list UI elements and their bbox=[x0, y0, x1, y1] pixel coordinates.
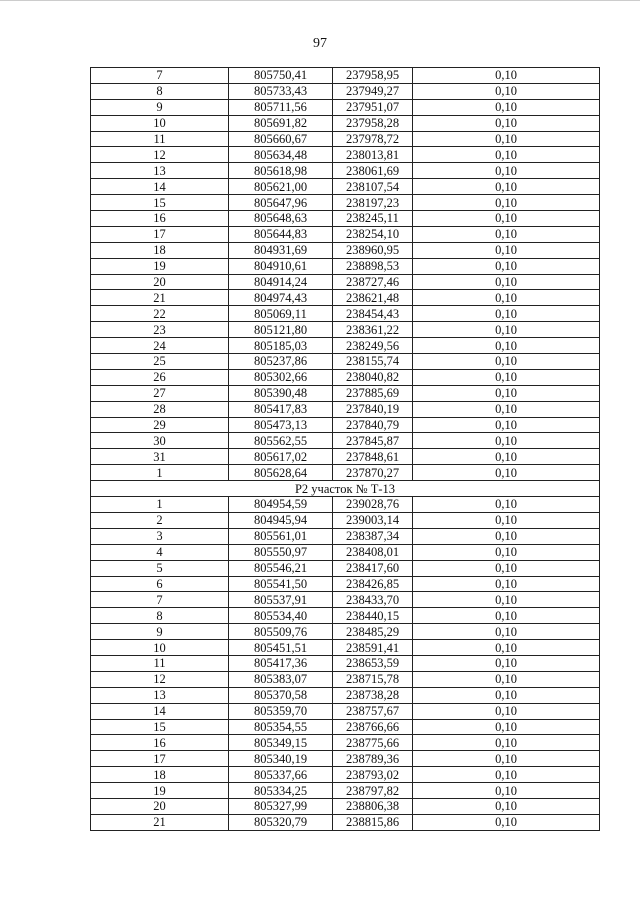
table-row bbox=[91, 179, 600, 195]
point-number-cell: 18 bbox=[91, 767, 229, 783]
x-coordinate-cell: 805621,00 bbox=[229, 179, 333, 195]
x-coordinate-cell: 805320,79 bbox=[229, 814, 333, 830]
table-row bbox=[91, 417, 600, 433]
x-coordinate-cell: 805750,41 bbox=[229, 68, 333, 84]
table-row bbox=[91, 68, 600, 84]
y-coordinate-cell: 238797,82 bbox=[333, 783, 413, 799]
point-number-cell: 17 bbox=[91, 226, 229, 242]
accuracy-cell: 0,10 bbox=[413, 99, 600, 115]
x-coordinate-cell: 805383,07 bbox=[229, 671, 333, 687]
x-coordinate-cell: 805648,63 bbox=[229, 211, 333, 227]
accuracy-cell: 0,10 bbox=[413, 369, 600, 385]
accuracy-cell: 0,10 bbox=[413, 354, 600, 370]
table-row bbox=[91, 385, 600, 401]
accuracy-cell: 0,10 bbox=[413, 465, 600, 481]
x-coordinate-cell: 805644,83 bbox=[229, 226, 333, 242]
point-number-cell: 31 bbox=[91, 449, 229, 465]
y-coordinate-cell: 238433,70 bbox=[333, 592, 413, 608]
accuracy-cell: 0,10 bbox=[413, 385, 600, 401]
point-number-cell: 20 bbox=[91, 274, 229, 290]
accuracy-cell: 0,10 bbox=[413, 512, 600, 528]
point-number-cell: 1 bbox=[91, 497, 229, 513]
y-coordinate-cell: 238815,86 bbox=[333, 814, 413, 830]
accuracy-cell: 0,10 bbox=[413, 767, 600, 783]
accuracy-cell: 0,10 bbox=[413, 560, 600, 576]
point-number-cell: 15 bbox=[91, 195, 229, 211]
y-coordinate-cell: 238245,11 bbox=[333, 211, 413, 227]
table-row bbox=[91, 290, 600, 306]
x-coordinate-cell: 804931,69 bbox=[229, 242, 333, 258]
coordinates-table bbox=[90, 67, 600, 831]
point-number-cell: 19 bbox=[91, 258, 229, 274]
y-coordinate-cell: 238061,69 bbox=[333, 163, 413, 179]
y-coordinate-cell: 238387,34 bbox=[333, 528, 413, 544]
x-coordinate-cell: 805550,97 bbox=[229, 544, 333, 560]
point-number-cell: 9 bbox=[91, 624, 229, 640]
x-coordinate-cell: 805334,25 bbox=[229, 783, 333, 799]
y-coordinate-cell: 238249,56 bbox=[333, 338, 413, 354]
table-row bbox=[91, 226, 600, 242]
x-coordinate-cell: 805660,67 bbox=[229, 131, 333, 147]
accuracy-cell: 0,10 bbox=[413, 274, 600, 290]
point-number-cell: 7 bbox=[91, 68, 229, 84]
y-coordinate-cell: 237951,07 bbox=[333, 99, 413, 115]
x-coordinate-cell: 805537,91 bbox=[229, 592, 333, 608]
accuracy-cell: 0,10 bbox=[413, 640, 600, 656]
x-coordinate-cell: 804914,24 bbox=[229, 274, 333, 290]
point-number-cell: 11 bbox=[91, 655, 229, 671]
accuracy-cell: 0,10 bbox=[413, 226, 600, 242]
point-number-cell: 22 bbox=[91, 306, 229, 322]
y-coordinate-cell: 238426,85 bbox=[333, 576, 413, 592]
table-row bbox=[91, 512, 600, 528]
x-coordinate-cell: 805185,03 bbox=[229, 338, 333, 354]
x-coordinate-cell: 805691,82 bbox=[229, 115, 333, 131]
accuracy-cell: 0,10 bbox=[413, 211, 600, 227]
point-number-cell: 30 bbox=[91, 433, 229, 449]
table-row bbox=[91, 624, 600, 640]
table-row bbox=[91, 449, 600, 465]
y-coordinate-cell: 238417,60 bbox=[333, 560, 413, 576]
x-coordinate-cell: 805628,64 bbox=[229, 465, 333, 481]
x-coordinate-cell: 805302,66 bbox=[229, 369, 333, 385]
point-number-cell: 20 bbox=[91, 798, 229, 814]
accuracy-cell: 0,10 bbox=[413, 735, 600, 751]
y-coordinate-cell: 238485,29 bbox=[333, 624, 413, 640]
table-row bbox=[91, 195, 600, 211]
point-number-cell: 15 bbox=[91, 719, 229, 735]
y-coordinate-cell: 238789,36 bbox=[333, 751, 413, 767]
y-coordinate-cell: 238254,10 bbox=[333, 226, 413, 242]
table-row bbox=[91, 783, 600, 799]
point-number-cell: 6 bbox=[91, 576, 229, 592]
x-coordinate-cell: 805340,19 bbox=[229, 751, 333, 767]
x-coordinate-cell: 805711,56 bbox=[229, 99, 333, 115]
y-coordinate-cell: 238727,46 bbox=[333, 274, 413, 290]
point-number-cell: 24 bbox=[91, 338, 229, 354]
accuracy-cell: 0,10 bbox=[413, 83, 600, 99]
table-row bbox=[91, 608, 600, 624]
x-coordinate-cell: 805359,70 bbox=[229, 703, 333, 719]
table-row bbox=[91, 703, 600, 719]
x-coordinate-cell: 805546,21 bbox=[229, 560, 333, 576]
point-number-cell: 14 bbox=[91, 703, 229, 719]
x-coordinate-cell: 805509,76 bbox=[229, 624, 333, 640]
table-row bbox=[91, 433, 600, 449]
table-row bbox=[91, 274, 600, 290]
x-coordinate-cell: 805354,55 bbox=[229, 719, 333, 735]
y-coordinate-cell: 238440,15 bbox=[333, 608, 413, 624]
accuracy-cell: 0,10 bbox=[413, 608, 600, 624]
x-coordinate-cell: 805618,98 bbox=[229, 163, 333, 179]
x-coordinate-cell: 805617,02 bbox=[229, 449, 333, 465]
table-row bbox=[91, 131, 600, 147]
x-coordinate-cell: 805473,13 bbox=[229, 417, 333, 433]
table-row bbox=[91, 147, 600, 163]
accuracy-cell: 0,10 bbox=[413, 322, 600, 338]
x-coordinate-cell: 805562,55 bbox=[229, 433, 333, 449]
y-coordinate-cell: 238361,22 bbox=[333, 322, 413, 338]
x-coordinate-cell: 805417,83 bbox=[229, 401, 333, 417]
point-number-cell: 8 bbox=[91, 608, 229, 624]
y-coordinate-cell: 237845,87 bbox=[333, 433, 413, 449]
accuracy-cell: 0,10 bbox=[413, 338, 600, 354]
y-coordinate-cell: 238591,41 bbox=[333, 640, 413, 656]
table-row bbox=[91, 655, 600, 671]
point-number-cell: 12 bbox=[91, 671, 229, 687]
y-coordinate-cell: 238738,28 bbox=[333, 687, 413, 703]
accuracy-cell: 0,10 bbox=[413, 687, 600, 703]
table-row bbox=[91, 735, 600, 751]
table-row bbox=[91, 163, 600, 179]
table-row bbox=[91, 719, 600, 735]
table-row bbox=[91, 338, 600, 354]
accuracy-cell: 0,10 bbox=[413, 703, 600, 719]
y-coordinate-cell: 238775,66 bbox=[333, 735, 413, 751]
accuracy-cell: 0,10 bbox=[413, 497, 600, 513]
y-coordinate-cell: 237870,27 bbox=[333, 465, 413, 481]
table-row bbox=[91, 465, 600, 481]
accuracy-cell: 0,10 bbox=[413, 783, 600, 799]
x-coordinate-cell: 805349,15 bbox=[229, 735, 333, 751]
accuracy-cell: 0,10 bbox=[413, 449, 600, 465]
accuracy-cell: 0,10 bbox=[413, 179, 600, 195]
x-coordinate-cell: 804954,59 bbox=[229, 497, 333, 513]
y-coordinate-cell: 237840,79 bbox=[333, 417, 413, 433]
y-coordinate-cell: 237958,28 bbox=[333, 115, 413, 131]
y-coordinate-cell: 237978,72 bbox=[333, 131, 413, 147]
x-coordinate-cell: 804974,43 bbox=[229, 290, 333, 306]
y-coordinate-cell: 238013,81 bbox=[333, 147, 413, 163]
table-row bbox=[91, 211, 600, 227]
point-number-cell: 23 bbox=[91, 322, 229, 338]
table-row bbox=[91, 814, 600, 830]
point-number-cell: 1 bbox=[91, 465, 229, 481]
table-row bbox=[91, 560, 600, 576]
x-coordinate-cell: 805121,80 bbox=[229, 322, 333, 338]
point-number-cell: 10 bbox=[91, 640, 229, 656]
y-coordinate-cell: 238653,59 bbox=[333, 655, 413, 671]
y-coordinate-cell: 238898,53 bbox=[333, 258, 413, 274]
y-coordinate-cell: 238793,02 bbox=[333, 767, 413, 783]
accuracy-cell: 0,10 bbox=[413, 163, 600, 179]
point-number-cell: 29 bbox=[91, 417, 229, 433]
table-row bbox=[91, 258, 600, 274]
table-row bbox=[91, 671, 600, 687]
y-coordinate-cell: 238766,66 bbox=[333, 719, 413, 735]
accuracy-cell: 0,10 bbox=[413, 798, 600, 814]
table-row bbox=[91, 767, 600, 783]
point-number-cell: 21 bbox=[91, 290, 229, 306]
point-number-cell: 13 bbox=[91, 163, 229, 179]
accuracy-cell: 0,10 bbox=[413, 195, 600, 211]
table-row bbox=[91, 798, 600, 814]
x-coordinate-cell: 805370,58 bbox=[229, 687, 333, 703]
accuracy-cell: 0,10 bbox=[413, 528, 600, 544]
accuracy-cell: 0,10 bbox=[413, 655, 600, 671]
accuracy-cell: 0,10 bbox=[413, 258, 600, 274]
table-row bbox=[91, 751, 600, 767]
y-coordinate-cell: 237949,27 bbox=[333, 83, 413, 99]
x-coordinate-cell: 805561,01 bbox=[229, 528, 333, 544]
point-number-cell: 17 bbox=[91, 751, 229, 767]
y-coordinate-cell: 238197,23 bbox=[333, 195, 413, 211]
accuracy-cell: 0,10 bbox=[413, 814, 600, 830]
point-number-cell: 14 bbox=[91, 179, 229, 195]
point-number-cell: 26 bbox=[91, 369, 229, 385]
x-coordinate-cell: 804945,94 bbox=[229, 512, 333, 528]
y-coordinate-cell: 237885,69 bbox=[333, 385, 413, 401]
section-header-row bbox=[91, 481, 600, 497]
table-row bbox=[91, 354, 600, 370]
scan-top-edge bbox=[0, 0, 640, 1]
x-coordinate-cell: 805451,51 bbox=[229, 640, 333, 656]
x-coordinate-cell: 805417,36 bbox=[229, 655, 333, 671]
accuracy-cell: 0,10 bbox=[413, 433, 600, 449]
point-number-cell: 13 bbox=[91, 687, 229, 703]
y-coordinate-cell: 238040,82 bbox=[333, 369, 413, 385]
table-row bbox=[91, 242, 600, 258]
point-number-cell: 21 bbox=[91, 814, 229, 830]
section-title: Р2 участок № Т-13 bbox=[91, 481, 600, 497]
table-row bbox=[91, 99, 600, 115]
point-number-cell: 4 bbox=[91, 544, 229, 560]
y-coordinate-cell: 239028,76 bbox=[333, 497, 413, 513]
accuracy-cell: 0,10 bbox=[413, 544, 600, 560]
y-coordinate-cell: 238454,43 bbox=[333, 306, 413, 322]
point-number-cell: 18 bbox=[91, 242, 229, 258]
y-coordinate-cell: 238155,74 bbox=[333, 354, 413, 370]
point-number-cell: 28 bbox=[91, 401, 229, 417]
point-number-cell: 16 bbox=[91, 735, 229, 751]
point-number-cell: 11 bbox=[91, 131, 229, 147]
point-number-cell: 5 bbox=[91, 560, 229, 576]
accuracy-cell: 0,10 bbox=[413, 147, 600, 163]
x-coordinate-cell: 805647,96 bbox=[229, 195, 333, 211]
point-number-cell: 2 bbox=[91, 512, 229, 528]
accuracy-cell: 0,10 bbox=[413, 401, 600, 417]
table-row bbox=[91, 687, 600, 703]
x-coordinate-cell: 804910,61 bbox=[229, 258, 333, 274]
accuracy-cell: 0,10 bbox=[413, 68, 600, 84]
point-number-cell: 25 bbox=[91, 354, 229, 370]
accuracy-cell: 0,10 bbox=[413, 624, 600, 640]
table-row bbox=[91, 115, 600, 131]
x-coordinate-cell: 805634,48 bbox=[229, 147, 333, 163]
table-row bbox=[91, 528, 600, 544]
accuracy-cell: 0,10 bbox=[413, 131, 600, 147]
y-coordinate-cell: 237840,19 bbox=[333, 401, 413, 417]
x-coordinate-cell: 805069,11 bbox=[229, 306, 333, 322]
point-number-cell: 3 bbox=[91, 528, 229, 544]
point-number-cell: 8 bbox=[91, 83, 229, 99]
y-coordinate-cell: 238806,38 bbox=[333, 798, 413, 814]
x-coordinate-cell: 805327,99 bbox=[229, 798, 333, 814]
x-coordinate-cell: 805733,43 bbox=[229, 83, 333, 99]
y-coordinate-cell: 238715,78 bbox=[333, 671, 413, 687]
accuracy-cell: 0,10 bbox=[413, 576, 600, 592]
y-coordinate-cell: 239003,14 bbox=[333, 512, 413, 528]
x-coordinate-cell: 805390,48 bbox=[229, 385, 333, 401]
coordinates-table-body bbox=[91, 68, 600, 831]
table-row bbox=[91, 576, 600, 592]
point-number-cell: 9 bbox=[91, 99, 229, 115]
table-row bbox=[91, 497, 600, 513]
table-row bbox=[91, 322, 600, 338]
page-number: 97 bbox=[313, 36, 327, 51]
accuracy-cell: 0,10 bbox=[413, 417, 600, 433]
table-row bbox=[91, 544, 600, 560]
y-coordinate-cell: 238107,54 bbox=[333, 179, 413, 195]
table-row bbox=[91, 83, 600, 99]
accuracy-cell: 0,10 bbox=[413, 290, 600, 306]
point-number-cell: 19 bbox=[91, 783, 229, 799]
point-number-cell: 16 bbox=[91, 211, 229, 227]
table-row bbox=[91, 640, 600, 656]
table-row bbox=[91, 401, 600, 417]
x-coordinate-cell: 805534,40 bbox=[229, 608, 333, 624]
x-coordinate-cell: 805337,66 bbox=[229, 767, 333, 783]
table-row bbox=[91, 369, 600, 385]
accuracy-cell: 0,10 bbox=[413, 719, 600, 735]
y-coordinate-cell: 238757,67 bbox=[333, 703, 413, 719]
point-number-cell: 7 bbox=[91, 592, 229, 608]
accuracy-cell: 0,10 bbox=[413, 306, 600, 322]
point-number-cell: 27 bbox=[91, 385, 229, 401]
y-coordinate-cell: 237848,61 bbox=[333, 449, 413, 465]
x-coordinate-cell: 805541,50 bbox=[229, 576, 333, 592]
table-row bbox=[91, 306, 600, 322]
accuracy-cell: 0,10 bbox=[413, 671, 600, 687]
point-number-cell: 12 bbox=[91, 147, 229, 163]
accuracy-cell: 0,10 bbox=[413, 751, 600, 767]
accuracy-cell: 0,10 bbox=[413, 242, 600, 258]
point-number-cell: 10 bbox=[91, 115, 229, 131]
table-row bbox=[91, 592, 600, 608]
y-coordinate-cell: 238621,48 bbox=[333, 290, 413, 306]
accuracy-cell: 0,10 bbox=[413, 115, 600, 131]
accuracy-cell: 0,10 bbox=[413, 592, 600, 608]
x-coordinate-cell: 805237,86 bbox=[229, 354, 333, 370]
y-coordinate-cell: 237958,95 bbox=[333, 68, 413, 84]
y-coordinate-cell: 238960,95 bbox=[333, 242, 413, 258]
y-coordinate-cell: 238408,01 bbox=[333, 544, 413, 560]
